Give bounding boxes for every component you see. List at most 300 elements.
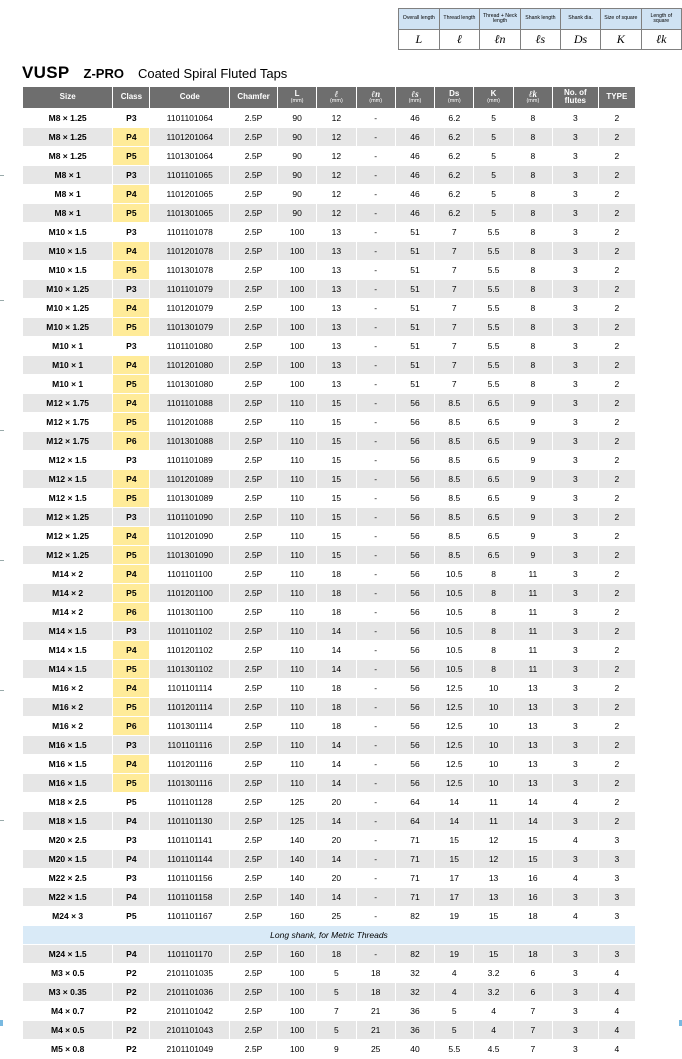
cell-class: P4 (113, 754, 150, 773)
cell-L: 100 (277, 963, 316, 982)
cell-ls: 51 (395, 298, 434, 317)
cell-chamfer: 2.5P (230, 640, 278, 659)
cell-ls: 56 (395, 412, 434, 431)
cell-K: 15 (474, 906, 513, 925)
cell-lk: 9 (513, 526, 552, 545)
cell-chamfer: 2.5P (230, 754, 278, 773)
cell-Ds: 6.2 (435, 165, 474, 184)
table-row (23, 488, 636, 507)
cell-chamfer: 2.5P (230, 450, 278, 469)
cell-flutes: 4 (553, 792, 599, 811)
cell-ls: 56 (395, 469, 434, 488)
cell-l: 15 (317, 507, 356, 526)
cell-K: 4.5 (474, 1039, 513, 1058)
cell-code: 1101101065 (150, 165, 230, 184)
cell-l: 7 (317, 1001, 356, 1020)
cell-size: M8 × 1 (23, 165, 113, 184)
cell-code: 1101301116 (150, 773, 230, 792)
cell-class: P4 (113, 184, 150, 203)
cell-code: 2101101042 (150, 1001, 230, 1020)
page-edge-marker-left (0, 1020, 3, 1026)
cell-ls: 46 (395, 146, 434, 165)
cell-K: 10 (474, 754, 513, 773)
cell-flutes: 3 (553, 963, 599, 982)
cell-type: 2 (598, 355, 635, 374)
cell-Ds: 7 (435, 317, 474, 336)
cell-ln: - (356, 716, 395, 735)
cell-ln: - (356, 222, 395, 241)
cell-flutes: 3 (553, 146, 599, 165)
table-row (23, 469, 636, 488)
cell-class: P5 (113, 659, 150, 678)
cell-code: 1101201064 (150, 127, 230, 146)
cell-code: 2101101043 (150, 1020, 230, 1039)
cell-lk: 8 (513, 184, 552, 203)
cell-class: P5 (113, 317, 150, 336)
cell-chamfer: 2.5P (230, 906, 278, 925)
cell-class: P2 (113, 963, 150, 982)
cell-L: 100 (277, 241, 316, 260)
column-header-l: ℓ (mm) (317, 87, 356, 109)
cell-class: P4 (113, 127, 150, 146)
legend-symbol-K: K (601, 30, 641, 50)
cell-Ds: 12.5 (435, 754, 474, 773)
cell-chamfer: 2.5P (230, 659, 278, 678)
cell-ln: - (356, 545, 395, 564)
cell-chamfer: 2.5P (230, 393, 278, 412)
cell-l: 13 (317, 260, 356, 279)
table-row (23, 1039, 636, 1058)
cell-flutes: 3 (553, 735, 599, 754)
cell-chamfer: 2.5P (230, 697, 278, 716)
cell-code: 1101301100 (150, 602, 230, 621)
table-row (23, 279, 636, 298)
cell-type: 2 (598, 754, 635, 773)
cell-ls: 36 (395, 1001, 434, 1020)
cell-Ds: 15 (435, 849, 474, 868)
cell-l: 18 (317, 678, 356, 697)
cell-ln: - (356, 165, 395, 184)
cell-l: 12 (317, 108, 356, 127)
cell-Ds: 10.5 (435, 640, 474, 659)
cell-lk: 7 (513, 1020, 552, 1039)
cell-code: 1101301064 (150, 146, 230, 165)
cell-lk: 16 (513, 868, 552, 887)
table-row (23, 298, 636, 317)
cell-K: 5.5 (474, 374, 513, 393)
cell-lk: 8 (513, 298, 552, 317)
cell-ln: 25 (356, 1039, 395, 1058)
cell-ls: 56 (395, 697, 434, 716)
cell-L: 90 (277, 127, 316, 146)
legend-symbol-row (399, 30, 682, 50)
cell-type: 2 (598, 127, 635, 146)
cell-lk: 13 (513, 773, 552, 792)
symbol-legend (398, 8, 682, 50)
cell-K: 13 (474, 868, 513, 887)
cell-code: 1101101130 (150, 811, 230, 830)
cell-ls: 56 (395, 735, 434, 754)
cell-lk: 8 (513, 165, 552, 184)
cell-size: M22 × 2.5 (23, 868, 113, 887)
cell-chamfer: 2.5P (230, 811, 278, 830)
cell-class: P4 (113, 811, 150, 830)
cell-size: M14 × 1.5 (23, 621, 113, 640)
cell-flutes: 3 (553, 488, 599, 507)
cell-size: M4 × 0.5 (23, 1020, 113, 1039)
cell-ln: - (356, 279, 395, 298)
cell-chamfer: 2.5P (230, 355, 278, 374)
cell-Ds: 10.5 (435, 583, 474, 602)
cell-L: 100 (277, 1001, 316, 1020)
cell-K: 8 (474, 564, 513, 583)
cell-ln: 21 (356, 1020, 395, 1039)
cell-flutes: 3 (553, 982, 599, 1001)
cell-L: 110 (277, 583, 316, 602)
cell-Ds: 10.5 (435, 659, 474, 678)
cell-flutes: 3 (553, 621, 599, 640)
cell-class: P3 (113, 450, 150, 469)
cell-l: 5 (317, 982, 356, 1001)
cell-ls: 46 (395, 127, 434, 146)
cell-L: 125 (277, 811, 316, 830)
cell-class: P4 (113, 298, 150, 317)
cell-type: 2 (598, 260, 635, 279)
cell-Ds: 14 (435, 811, 474, 830)
cell-flutes: 3 (553, 431, 599, 450)
cell-K: 5.5 (474, 355, 513, 374)
cell-L: 110 (277, 640, 316, 659)
cell-Ds: 7 (435, 279, 474, 298)
cell-chamfer: 2.5P (230, 602, 278, 621)
cell-class: P2 (113, 1020, 150, 1039)
cell-type: 2 (598, 659, 635, 678)
cell-size: M10 × 1.25 (23, 317, 113, 336)
cell-ln: - (356, 507, 395, 526)
cell-class: P3 (113, 336, 150, 355)
cell-K: 5 (474, 108, 513, 127)
cell-l: 13 (317, 222, 356, 241)
cell-ln: - (356, 203, 395, 222)
cell-K: 6.5 (474, 507, 513, 526)
cell-l: 14 (317, 887, 356, 906)
cell-chamfer: 2.5P (230, 564, 278, 583)
cell-type: 2 (598, 279, 635, 298)
table-row (23, 545, 636, 564)
cell-flutes: 3 (553, 1020, 599, 1039)
cell-ln: - (356, 260, 395, 279)
cell-flutes: 3 (553, 317, 599, 336)
table-row (23, 944, 636, 963)
cell-ln: - (356, 659, 395, 678)
cell-l: 15 (317, 545, 356, 564)
cell-size: M3 × 0.5 (23, 963, 113, 982)
cell-L: 100 (277, 279, 316, 298)
cell-ln: - (356, 868, 395, 887)
cell-ln: - (356, 640, 395, 659)
legend-header-overall-length: Overall length (399, 9, 440, 30)
cell-L: 90 (277, 184, 316, 203)
cell-l: 13 (317, 336, 356, 355)
cell-K: 12 (474, 830, 513, 849)
cell-L: 110 (277, 773, 316, 792)
cell-flutes: 3 (553, 640, 599, 659)
crop-mark (0, 300, 4, 301)
cell-L: 110 (277, 393, 316, 412)
cell-class: P6 (113, 431, 150, 450)
cell-flutes: 3 (553, 849, 599, 868)
product-series-name: VUSP (22, 63, 70, 82)
cell-Ds: 7 (435, 355, 474, 374)
cell-Ds: 7 (435, 374, 474, 393)
cell-K: 5.5 (474, 222, 513, 241)
cell-L: 110 (277, 526, 316, 545)
legend-header-thread-length: Thread length (439, 9, 480, 30)
cell-chamfer: 2.5P (230, 944, 278, 963)
table-header-row (23, 87, 636, 109)
table-row (23, 222, 636, 241)
table-row (23, 621, 636, 640)
cell-flutes: 3 (553, 279, 599, 298)
cell-K: 6.5 (474, 469, 513, 488)
legend-header-thread-neck-length: Thread + Neck length (480, 9, 521, 30)
cell-code: 1101201079 (150, 298, 230, 317)
cell-code: 1101101141 (150, 830, 230, 849)
cell-K: 5.5 (474, 279, 513, 298)
table-row (23, 659, 636, 678)
cell-Ds: 8.5 (435, 393, 474, 412)
cell-type: 2 (598, 697, 635, 716)
cell-size: M16 × 1.5 (23, 735, 113, 754)
cell-ln: - (356, 583, 395, 602)
cell-ls: 51 (395, 241, 434, 260)
cell-flutes: 3 (553, 336, 599, 355)
cell-size: M12 × 1.25 (23, 545, 113, 564)
cell-ls: 51 (395, 279, 434, 298)
cell-K: 5 (474, 203, 513, 222)
cell-size: M24 × 1.5 (23, 944, 113, 963)
cell-L: 110 (277, 431, 316, 450)
page-title (22, 63, 287, 83)
cell-K: 12 (474, 849, 513, 868)
table-row (23, 507, 636, 526)
cell-L: 100 (277, 374, 316, 393)
cell-l: 13 (317, 241, 356, 260)
cell-code: 1101301089 (150, 488, 230, 507)
cell-chamfer: 2.5P (230, 735, 278, 754)
cell-K: 8 (474, 583, 513, 602)
cell-ln: - (356, 108, 395, 127)
cell-flutes: 3 (553, 450, 599, 469)
table-row (23, 716, 636, 735)
cell-class: P3 (113, 165, 150, 184)
cell-chamfer: 2.5P (230, 203, 278, 222)
legend-header-size-of-square: Size of square (601, 9, 641, 30)
cell-l: 18 (317, 564, 356, 583)
cell-class: P2 (113, 1001, 150, 1020)
column-header-type: TYPE (598, 87, 635, 109)
cell-chamfer: 2.5P (230, 868, 278, 887)
table-row (23, 260, 636, 279)
cell-class: P4 (113, 526, 150, 545)
cell-lk: 15 (513, 830, 552, 849)
cell-lk: 13 (513, 697, 552, 716)
cell-class: P4 (113, 564, 150, 583)
cell-flutes: 3 (553, 564, 599, 583)
column-header-class: Class (113, 87, 150, 109)
cell-code: 1101301088 (150, 431, 230, 450)
cell-l: 12 (317, 165, 356, 184)
cell-code: 1101201078 (150, 241, 230, 260)
cell-lk: 9 (513, 507, 552, 526)
cell-ls: 56 (395, 640, 434, 659)
cell-chamfer: 2.5P (230, 830, 278, 849)
cell-K: 11 (474, 792, 513, 811)
cell-type: 4 (598, 1020, 635, 1039)
table-row (23, 963, 636, 982)
cell-l: 18 (317, 944, 356, 963)
cell-L: 100 (277, 298, 316, 317)
cell-ls: 56 (395, 716, 434, 735)
cell-K: 6.5 (474, 431, 513, 450)
cell-Ds: 15 (435, 830, 474, 849)
cell-ls: 46 (395, 184, 434, 203)
cell-flutes: 3 (553, 412, 599, 431)
cell-K: 10 (474, 773, 513, 792)
cell-code: 1101101064 (150, 108, 230, 127)
cell-ln: - (356, 678, 395, 697)
cell-ls: 56 (395, 526, 434, 545)
cell-ls: 71 (395, 887, 434, 906)
table-row (23, 526, 636, 545)
cell-ls: 71 (395, 849, 434, 868)
cell-type: 2 (598, 184, 635, 203)
cell-type: 2 (598, 412, 635, 431)
cell-flutes: 3 (553, 127, 599, 146)
cell-class: P6 (113, 602, 150, 621)
cell-ls: 64 (395, 792, 434, 811)
cell-K: 6.5 (474, 450, 513, 469)
cell-chamfer: 2.5P (230, 792, 278, 811)
cell-l: 14 (317, 735, 356, 754)
column-header-chamfer: Chamfer (230, 87, 278, 109)
cell-class: P4 (113, 678, 150, 697)
cell-flutes: 3 (553, 355, 599, 374)
cell-lk: 15 (513, 849, 552, 868)
cell-L: 110 (277, 602, 316, 621)
cell-chamfer: 2.5P (230, 1039, 278, 1058)
cell-size: M10 × 1.25 (23, 298, 113, 317)
cell-ln: - (356, 146, 395, 165)
cell-type: 2 (598, 716, 635, 735)
cell-chamfer: 2.5P (230, 621, 278, 640)
cell-size: M10 × 1 (23, 336, 113, 355)
cell-ls: 56 (395, 564, 434, 583)
cell-lk: 7 (513, 1001, 552, 1020)
cell-lk: 9 (513, 393, 552, 412)
cell-type: 4 (598, 1039, 635, 1058)
cell-size: M20 × 1.5 (23, 849, 113, 868)
cell-flutes: 3 (553, 374, 599, 393)
cell-type: 2 (598, 488, 635, 507)
cell-flutes: 3 (553, 469, 599, 488)
table-row (23, 241, 636, 260)
legend-header-length-of-square: Length of square (641, 9, 681, 30)
table-row (23, 393, 636, 412)
cell-K: 10 (474, 697, 513, 716)
cell-chamfer: 2.5P (230, 146, 278, 165)
crop-mark (0, 430, 4, 431)
cell-K: 6.5 (474, 393, 513, 412)
cell-L: 90 (277, 108, 316, 127)
cell-ln: - (356, 127, 395, 146)
specification-table (22, 86, 636, 1059)
cell-class: P2 (113, 982, 150, 1001)
cell-flutes: 3 (553, 697, 599, 716)
cell-size: M10 × 1.5 (23, 260, 113, 279)
cell-flutes: 3 (553, 716, 599, 735)
cell-size: M8 × 1.25 (23, 146, 113, 165)
cell-l: 20 (317, 830, 356, 849)
cell-l: 18 (317, 583, 356, 602)
cell-l: 5 (317, 963, 356, 982)
cell-flutes: 3 (553, 602, 599, 621)
cell-size: M12 × 1.25 (23, 526, 113, 545)
cell-Ds: 4 (435, 963, 474, 982)
cell-chamfer: 2.5P (230, 260, 278, 279)
cell-L: 110 (277, 488, 316, 507)
cell-code: 1101301080 (150, 374, 230, 393)
cell-code: 1101101128 (150, 792, 230, 811)
cell-Ds: 8.5 (435, 469, 474, 488)
cell-Ds: 8.5 (435, 431, 474, 450)
cell-chamfer: 2.5P (230, 127, 278, 146)
cell-size: M14 × 1.5 (23, 659, 113, 678)
cell-Ds: 7 (435, 298, 474, 317)
cell-type: 2 (598, 298, 635, 317)
cell-ln: - (356, 697, 395, 716)
cell-code: 1101101158 (150, 887, 230, 906)
cell-chamfer: 2.5P (230, 431, 278, 450)
cell-size: M8 × 1 (23, 184, 113, 203)
cell-type: 2 (598, 583, 635, 602)
cell-ln: 18 (356, 982, 395, 1001)
cell-flutes: 3 (553, 260, 599, 279)
cell-size: M18 × 2.5 (23, 792, 113, 811)
cell-lk: 9 (513, 488, 552, 507)
cell-code: 1101101089 (150, 450, 230, 469)
table-row (23, 906, 636, 925)
cell-size: M12 × 1.5 (23, 488, 113, 507)
table-row (23, 564, 636, 583)
cell-type: 3 (598, 887, 635, 906)
cell-lk: 9 (513, 431, 552, 450)
cell-l: 13 (317, 279, 356, 298)
cell-code: 1101301065 (150, 203, 230, 222)
cell-L: 100 (277, 1020, 316, 1039)
cell-type: 3 (598, 868, 635, 887)
cell-Ds: 8.5 (435, 526, 474, 545)
cell-l: 5 (317, 1020, 356, 1039)
cell-size: M10 × 1.5 (23, 241, 113, 260)
cell-ls: 56 (395, 393, 434, 412)
cell-class: P5 (113, 583, 150, 602)
cell-ln: - (356, 621, 395, 640)
cell-type: 2 (598, 108, 635, 127)
cell-size: M5 × 0.8 (23, 1039, 113, 1058)
product-description: Coated Spiral Fluted Taps (137, 66, 288, 81)
cell-K: 3.2 (474, 963, 513, 982)
